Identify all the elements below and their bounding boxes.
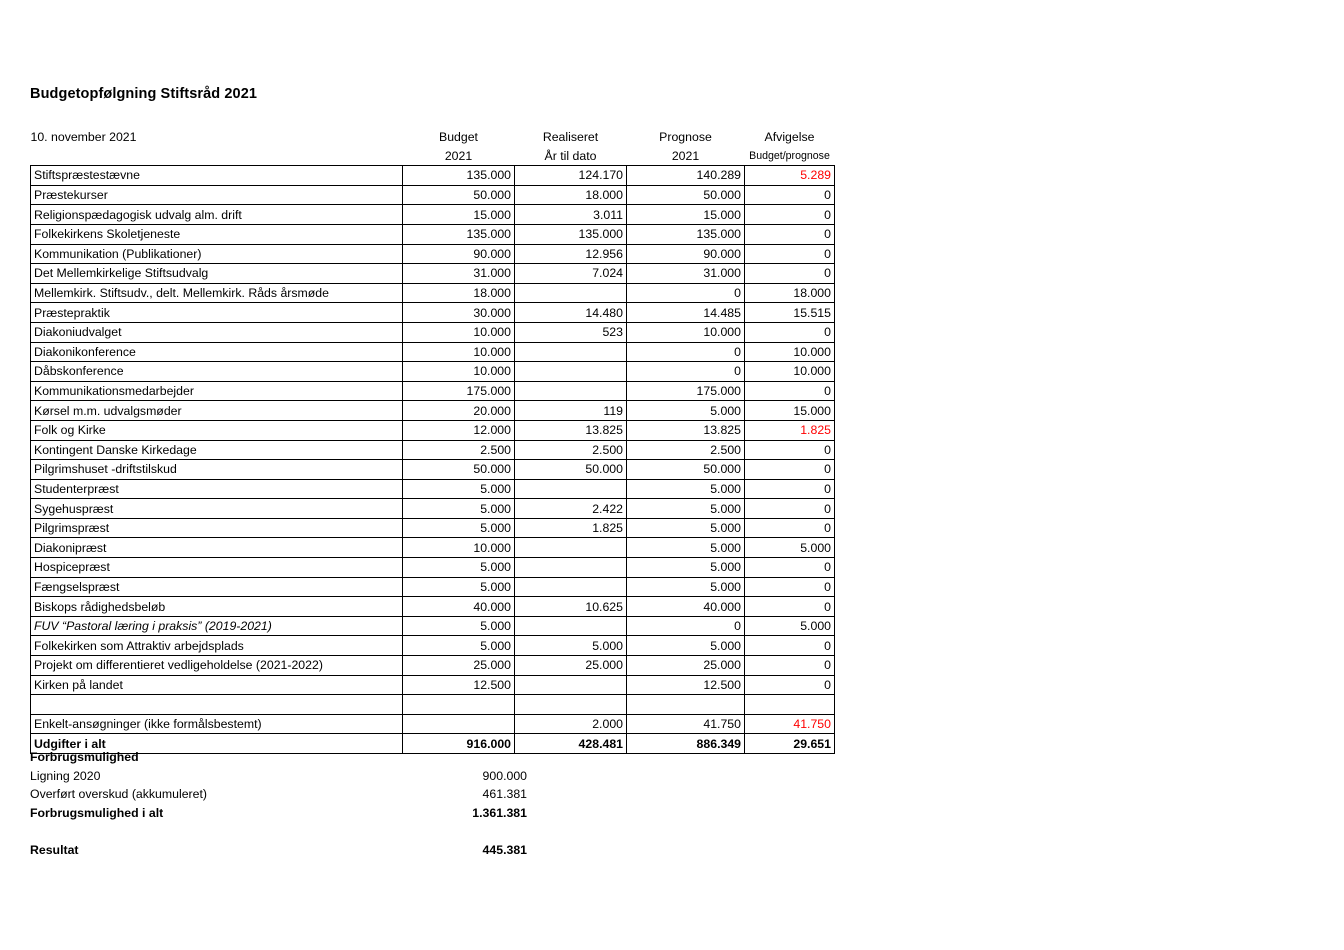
cell-budget: 90.000 [403,244,515,264]
cell-afvigelse: 5.289 [745,166,835,186]
cell-budget: 12.500 [403,675,515,695]
table-row [31,656,835,676]
summary-row [30,804,530,823]
cell-realiseret [515,675,627,695]
cell-line-item: Pilgrimshuset -driftstilskud [31,460,403,480]
cell-afvigelse: 41.750 [745,714,835,734]
table-row [31,205,835,225]
cell-line-item: Udgifter i alt [31,734,403,754]
cell-budget: 5.000 [403,577,515,597]
cell-budget: 10.000 [403,342,515,362]
cell-prognose: 90.000 [627,244,745,264]
cell-budget [403,714,515,734]
cell-realiseret: 50.000 [515,460,627,480]
cell-afvigelse: 0 [745,479,835,499]
cell-afvigelse [745,695,835,715]
summary-body [30,748,530,860]
cell-line-item: Pilgrimspræst [31,518,403,538]
table-row [31,577,835,597]
table-row [31,538,835,558]
cell-realiseret [515,381,627,401]
cell-line-item: Studenterpræst [31,479,403,499]
cell-realiseret [515,283,627,303]
cell-afvigelse: 0 [745,460,835,480]
cell-line-item [31,695,403,715]
cell-budget: 25.000 [403,656,515,676]
table-row [31,479,835,499]
cell-budget: 5.000 [403,636,515,656]
cell-line-item: Præstekurser [31,185,403,205]
table-row [31,675,835,695]
summary-row [30,748,530,767]
cell-prognose: 5.000 [627,518,745,538]
cell-afvigelse: 0 [745,322,835,342]
cell-line-item: Det Mellemkirkelige Stiftsudvalg [31,264,403,284]
table-row [31,558,835,578]
cell-budget: 10.000 [403,538,515,558]
report-date: 10. november 2021 [30,130,137,145]
cell-afvigelse: 0 [745,440,835,460]
cell-prognose: 0 [627,616,745,636]
cell-realiseret: 428.481 [515,734,627,754]
summary-table [30,748,530,860]
cell-line-item: Diakoniudvalget [31,322,403,342]
cell-realiseret: 2.422 [515,499,627,519]
cell-prognose: 175.000 [627,381,745,401]
table-row [31,714,835,734]
cell-budget [403,695,515,715]
summary-row-label: Ligning 2020 [30,768,101,783]
cell-line-item: Kommunikationsmedarbejder [31,381,403,401]
cell-prognose: 5.000 [627,636,745,656]
cell-prognose: 0 [627,362,745,382]
column-subheader-empty [31,147,403,166]
cell-realiseret: 7.024 [515,264,627,284]
summary-row [30,841,530,860]
cell-prognose: 12.500 [627,675,745,695]
column-header-budget: Budget [439,130,478,145]
cell-budget: 5.000 [403,616,515,636]
cell-line-item: Folkekirken som Attraktiv arbejdsplads [31,636,403,656]
summary-row-label: Overført overskud (akkumuleret) [30,787,207,802]
cell-prognose: 5.000 [627,479,745,499]
cell-budget: 135.000 [403,166,515,186]
cell-prognose: 2.500 [627,440,745,460]
cell-line-item: Præstepraktik [31,303,403,323]
cell-afvigelse: 0 [745,577,835,597]
table-row [31,695,835,715]
table-row [31,499,835,519]
cell-afvigelse: 5.000 [745,538,835,558]
cell-afvigelse: 10.000 [745,362,835,382]
cell-realiseret: 3.011 [515,205,627,225]
cell-line-item: Kommunikation (Publikationer) [31,244,403,264]
cell-afvigelse: 0 [745,244,835,264]
cell-prognose: 40.000 [627,597,745,617]
cell-line-item: Diakonikonference [31,342,403,362]
cell-realiseret: 1.825 [515,518,627,538]
summary-row-value: 1.361.381 [472,806,527,821]
cell-budget: 10.000 [403,322,515,342]
cell-realiseret [515,538,627,558]
cell-prognose: 886.349 [627,734,745,754]
cell-realiseret: 10.625 [515,597,627,617]
cell-line-item: Folk og Kirke [31,420,403,440]
cell-prognose: 14.485 [627,303,745,323]
cell-afvigelse: 0 [745,636,835,656]
cell-budget: 5.000 [403,479,515,499]
cell-afvigelse: 0 [745,205,835,225]
summary-heading-value [402,748,530,767]
cell-realiseret: 2.500 [515,440,627,460]
cell-afvigelse: 5.000 [745,616,835,636]
summary-row-value: 461.381 [482,787,527,802]
cell-realiseret [515,558,627,578]
cell-budget: 916.000 [403,734,515,754]
cell-budget: 5.000 [403,499,515,519]
cell-budget: 12.000 [403,420,515,440]
cell-realiseret: 135.000 [515,224,627,244]
table-row [31,636,835,656]
cell-budget: 18.000 [403,283,515,303]
cell-prognose: 15.000 [627,205,745,225]
cell-afvigelse: 15.515 [745,303,835,323]
table-header-row-1 [31,128,835,147]
cell-afvigelse: 0 [745,597,835,617]
cell-budget: 10.000 [403,362,515,382]
cell-line-item: Fængselspræst [31,577,403,597]
table-row [31,616,835,636]
cell-prognose: 5.000 [627,401,745,421]
table-row [31,362,835,382]
cell-realiseret [515,362,627,382]
table-header-group [31,128,835,166]
cell-prognose: 50.000 [627,460,745,480]
cell-afvigelse: 0 [745,656,835,676]
cell-prognose: 0 [627,283,745,303]
cell-line-item: Stiftspræstestævne [31,166,403,186]
table-row [31,381,835,401]
cell-afvigelse: 0 [745,381,835,401]
spacer-cell [30,822,402,841]
cell-afvigelse: 15.000 [745,401,835,421]
cell-realiseret: 25.000 [515,656,627,676]
cell-afvigelse: 1.825 [745,420,835,440]
cell-prognose: 25.000 [627,656,745,676]
cell-afvigelse: 0 [745,558,835,578]
result-value: 445.381 [482,843,527,858]
cell-afvigelse: 0 [745,185,835,205]
cell-prognose: 13.825 [627,420,745,440]
table-row [31,303,835,323]
cell-line-item: Kontingent Danske Kirkedage [31,440,403,460]
cell-line-item: Enkelt-ansøgninger (ikke formålsbestemt) [31,714,403,734]
cell-line-item: Projekt om differentieret vedligeholdelse (2021-2022) [31,656,403,676]
cell-prognose: 5.000 [627,558,745,578]
cell-line-item: Diakonipræst [31,538,403,558]
cell-prognose: 10.000 [627,322,745,342]
cell-realiseret: 12.956 [515,244,627,264]
cell-realiseret [515,577,627,597]
cell-budget: 5.000 [403,518,515,538]
cell-budget: 20.000 [403,401,515,421]
summary-row [30,785,530,804]
cell-prognose: 5.000 [627,499,745,519]
table-row [31,185,835,205]
cell-budget: 2.500 [403,440,515,460]
cell-afvigelse: 10.000 [745,342,835,362]
cell-prognose: 5.000 [627,538,745,558]
table-header-row-2 [31,147,835,166]
budget-table [30,128,835,754]
cell-prognose: 140.289 [627,166,745,186]
cell-realiseret: 18.000 [515,185,627,205]
cell-line-item: Religionspædagogisk udvalg alm. drift [31,205,403,225]
summary-row [30,767,530,786]
cell-realiseret: 523 [515,322,627,342]
column-header-prognose: Prognose [659,130,712,145]
cell-realiseret: 13.825 [515,420,627,440]
cell-realiseret: 2.000 [515,714,627,734]
cell-line-item: Biskops rådighedsbeløb [31,597,403,617]
cell-realiseret [515,695,627,715]
cell-afvigelse: 0 [745,264,835,284]
cell-realiseret: 124.170 [515,166,627,186]
cell-budget: 50.000 [403,460,515,480]
cell-afvigelse: 0 [745,675,835,695]
cell-prognose [627,695,745,715]
cell-prognose: 135.000 [627,224,745,244]
cell-line-item: Dåbskonference [31,362,403,382]
table-row [31,460,835,480]
cell-budget: 135.000 [403,224,515,244]
cell-realiseret: 5.000 [515,636,627,656]
cell-realiseret [515,479,627,499]
cell-prognose: 50.000 [627,185,745,205]
cell-afvigelse: 0 [745,224,835,244]
cell-prognose: 0 [627,342,745,362]
cell-budget: 15.000 [403,205,515,225]
table-row [31,166,835,186]
cell-line-item: Sygehuspræst [31,499,403,519]
cell-prognose: 31.000 [627,264,745,284]
table-row [31,264,835,284]
cell-line-item: Kørsel m.m. udvalgsmøder [31,401,403,421]
cell-budget: 50.000 [403,185,515,205]
cell-budget: 30.000 [403,303,515,323]
cell-prognose: 41.750 [627,714,745,734]
summary-spacer [30,822,530,841]
summary-row-label: Forbrugsmulighed i alt [30,806,164,821]
cell-realiseret: 119 [515,401,627,421]
cell-line-item: Folkekirkens Skoletjeneste [31,224,403,244]
table-body [31,166,835,754]
cell-realiseret [515,616,627,636]
page-title: Budgetopfølgning Stiftsråd 2021 [30,86,258,102]
cell-realiseret: 14.480 [515,303,627,323]
cell-realiseret [515,342,627,362]
column-subheader-realiseret-period: År til dato [544,148,597,163]
table-row [31,283,835,303]
table-row [31,440,835,460]
table-row [31,518,835,538]
column-header-afvigelse: Afvigelse [764,130,815,145]
cell-line-item: Hospicepræst [31,558,403,578]
cell-afvigelse: 29.651 [745,734,835,754]
cell-afvigelse: 0 [745,499,835,519]
table-row [31,420,835,440]
cell-budget: 175.000 [403,381,515,401]
table-row [31,342,835,362]
cell-line-item: Kirken på landet [31,675,403,695]
result-label: Resultat [30,843,79,858]
summary-row-value: 900.000 [482,768,527,783]
table-row [31,401,835,421]
column-subheader-prognose-year: 2021 [671,148,700,163]
table-row [31,322,835,342]
cell-budget: 40.000 [403,597,515,617]
spacer-cell [402,822,530,841]
table-row [31,597,835,617]
table-row [31,224,835,244]
cell-line-item: FUV “Pastoral læring i praksis” (2019-2021) [31,616,403,636]
cell-prognose: 5.000 [627,577,745,597]
summary-heading: Forbrugsmulighed [30,750,139,765]
column-subheader-afvigelse-basis: Budget/prognose [749,149,830,162]
cell-afvigelse: 0 [745,518,835,538]
summary-block [30,748,530,860]
cell-afvigelse: 18.000 [745,283,835,303]
table-row [31,244,835,264]
cell-line-item: Mellemkirk. Stiftsudv., delt. Mellemkirk. Råds årsmøde [31,283,403,303]
column-header-realiseret: Realiseret [542,130,599,145]
cell-budget: 31.000 [403,264,515,284]
cell-budget: 5.000 [403,558,515,578]
column-subheader-budget-year: 2021 [444,148,473,163]
